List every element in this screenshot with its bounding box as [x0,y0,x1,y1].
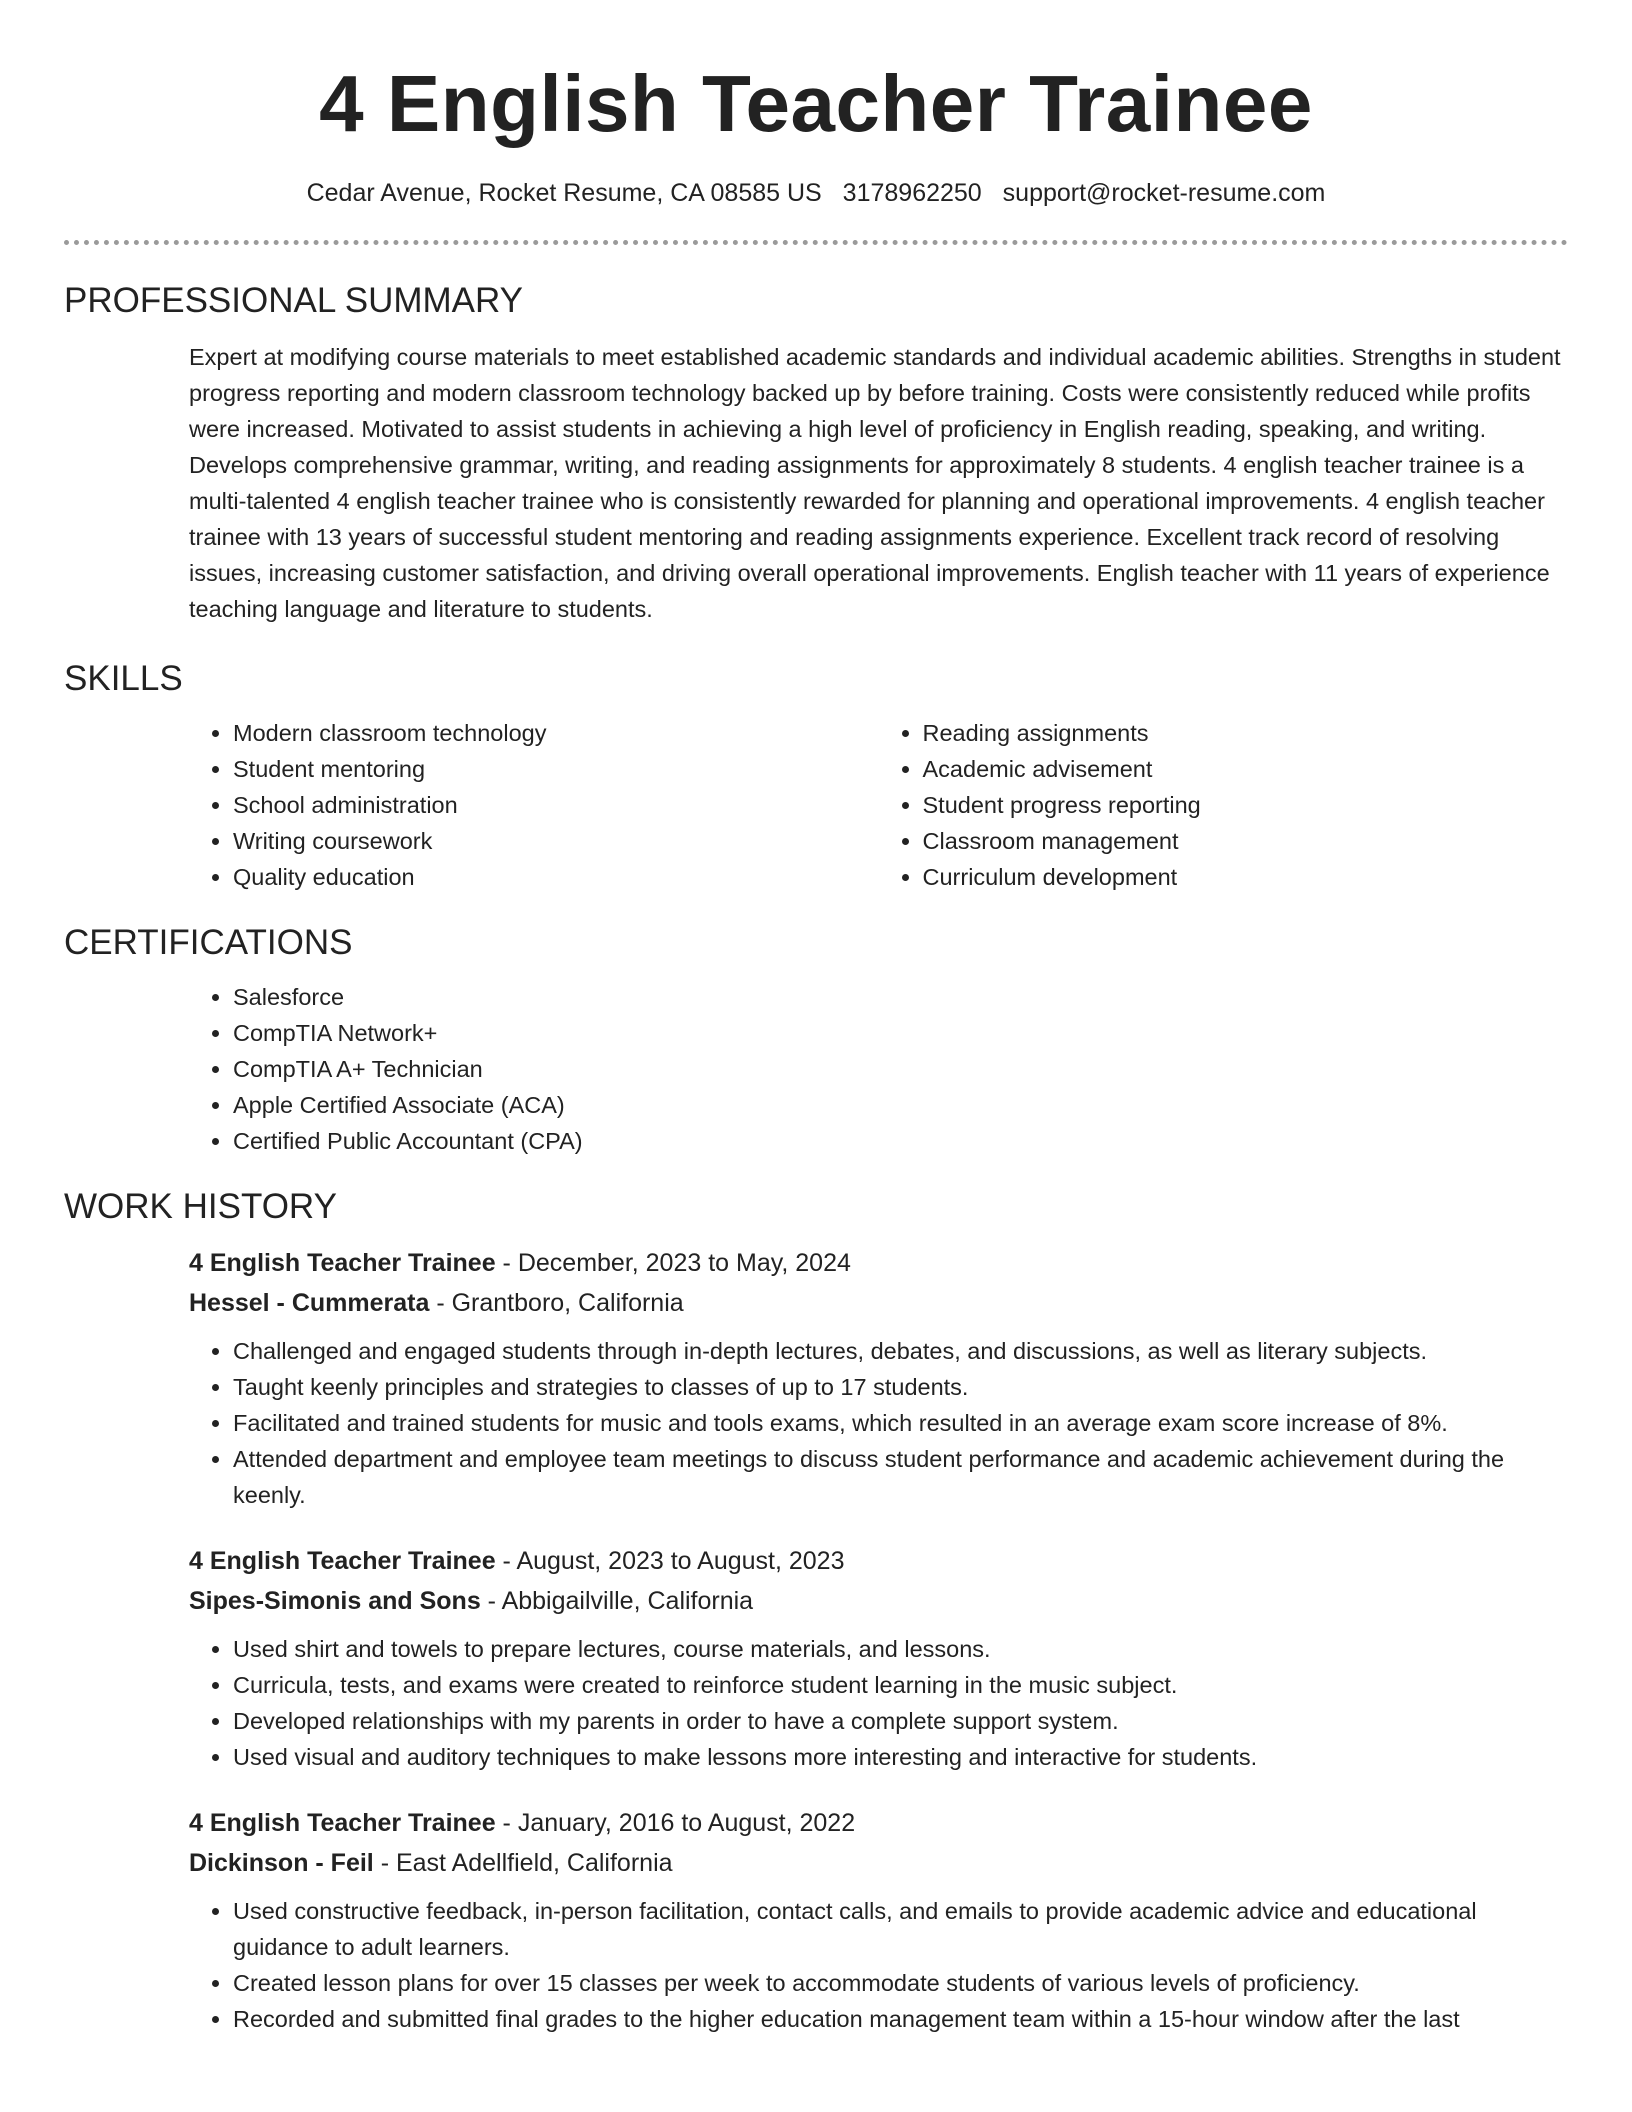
contact-phone: 3178962250 [842,179,982,207]
job-bullet: • Created lesson plans for over 15 classes per week to accommodate students of various levels of proficiency. [233,1965,1568,2001]
contact-address: Cedar Avenue, Rocket Resume, CA 08585 US [306,179,822,207]
skill-item: • Curriculum development [923,859,1569,895]
job-dates: - December, 2023 to May, 2024 [495,1249,851,1277]
job-location: - Grantboro, California [429,1289,684,1317]
summary-text: Expert at modifying course materials to meet established academic standards and individual academic abilities. Strengths in student progress reporting and modern classroom technology backed up by before training. Costs were consistently reduced while profits were increased. Motivated to assist students in achieving a high level of proficiency in English reading, speaking, and writing. Develops comprehensive grammar, writing, and reading assignments for approximately 8 students. 4 english teacher trainee is a multi-talented 4 english teacher trainee who is consistently rewarded for planning and operational improvements. 4 english teacher trainee with 13 years of successful student mentoring and reading assignments experience. Excellent track record of resolving issues, increasing customer satisfaction, and driving overall operational improvements. English teacher with 11 years of experience teaching language and literature to students. [189,344,1561,622]
work-section [64,1185,1568,2037]
job-bullet: • Used constructive feedback, in-person facilitation, contact calls, and emails to provide academic advice and educational guidance to adult learners. [233,1893,1568,1965]
job-location: - Abbigailville, California [480,1587,754,1615]
job-title: 4 English Teacher Trainee [189,1249,496,1277]
job-bullets [189,1333,1568,1513]
resume-page [64,0,1568,2065]
skill-item: • Student progress reporting [923,787,1569,823]
header-divider [64,240,1568,245]
skill-item: • School administration [233,787,879,823]
job-dates: - August, 2023 to August, 2023 [495,1547,845,1575]
job-company-line [189,1283,1568,1323]
job-company-line [189,1581,1568,1621]
job-bullet: • Developed relationships with my parents in order to have a complete support system. [233,1703,1568,1739]
skills-heading: SKILLS [64,659,183,698]
skill-item: • Quality education [233,859,879,895]
skills-section [64,657,1568,895]
skills-list-right [879,715,1569,895]
job-bullet: • Challenged and engaged students through in-depth lectures, debates, and discussions, as well as literary subjects. [233,1333,1568,1369]
job-bullets [189,1631,1568,1775]
job-dates: - January, 2016 to August, 2022 [495,1809,856,1837]
skill-item: • Academic advisement [923,751,1569,787]
certification-item: • CompTIA Network+ [233,1015,1568,1051]
job-location: - East Adellfield, California [373,1849,673,1877]
certifications-heading: CERTIFICATIONS [64,923,353,962]
job-bullet: • Curricula, tests, and exams were created to reinforce student learning in the music subject. [233,1667,1568,1703]
skill-item: • Reading assignments [923,715,1569,751]
skill-item: • Modern classroom technology [233,715,879,751]
summary-heading: PROFESSIONAL SUMMARY [64,281,523,320]
job-bullet: • Taught keenly principles and strategies to classes of up to 17 students. [233,1369,1568,1405]
candidate-name: 4 English Teacher Trainee [319,59,1313,148]
job-entry [189,1803,1568,2037]
job-bullet: • Used visual and auditory techniques to make lessons more interesting and interactive for students. [233,1739,1568,1775]
job-title: 4 English Teacher Trainee [189,1809,496,1837]
job-company: Hessel - Cummerata [189,1289,430,1317]
skill-item: • Writing coursework [233,823,879,859]
job-title-line [189,1541,1568,1581]
skills-list-left [189,715,879,895]
job-company: Sipes-Simonis and Sons [189,1587,481,1615]
summary-section [64,279,1568,627]
job-bullet: • Used shirt and towels to prepare lectures, course materials, and lessons. [233,1631,1568,1667]
certification-item: • Apple Certified Associate (ACA) [233,1087,1568,1123]
job-title-line [189,1243,1568,1283]
certification-item: • Certified Public Accountant (CPA) [233,1123,1568,1159]
job-company-line [189,1843,1568,1883]
contact-line [64,178,1568,208]
work-heading: WORK HISTORY [64,1187,337,1226]
job-company: Dickinson - Feil [189,1849,374,1877]
certifications-section [64,921,1568,1159]
certifications-list [189,979,1568,1159]
skill-item: • Classroom management [923,823,1569,859]
job-entry [189,1541,1568,1775]
job-bullet: • Facilitated and trained students for music and tools exams, which resulted in an average exam score increase of 8%. [233,1405,1568,1441]
job-entry [189,1243,1568,1513]
job-bullet: • Recorded and submitted final grades to the higher education management team within a 15-hour window after the last [233,2001,1568,2037]
certification-item: • Salesforce [233,979,1568,1015]
job-bullets [189,1893,1568,2037]
job-bullet: • Attended department and employee team meetings to discuss student performance and academic achievement during the keenly. [233,1441,1568,1513]
certification-item: • CompTIA A+ Technician [233,1051,1568,1087]
contact-email[interactable]: support@rocket-resume.com [1002,179,1326,207]
job-title: 4 English Teacher Trainee [189,1547,496,1575]
skill-item: • Student mentoring [233,751,879,787]
job-title-line [189,1803,1568,1843]
